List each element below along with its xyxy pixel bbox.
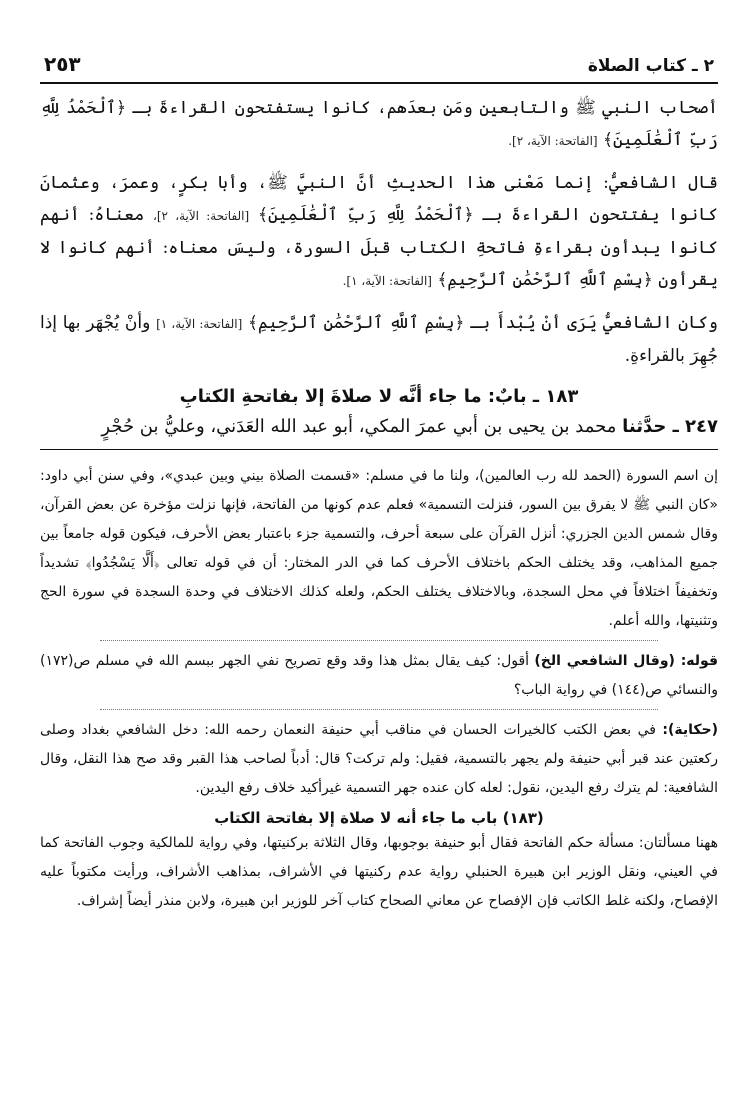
footnote-text: أقول: كيف يقال بمثل هذا وقد وقع تصريح نفي الجهر ببسم الله في مسلم ص(١٧٢) والنسائي ص(١٤٤) في رواية الباب؟ <box>40 653 718 698</box>
quran-citation: [الفاتحة: الآية، ٢]. <box>508 134 598 148</box>
hadith-chain <box>40 411 718 443</box>
running-title: ٢ ـ كتاب الصلاة <box>587 56 714 76</box>
chapter-title: ١٨٣ ـ بابٌ: ما جاء أنَّه لا صلاةَ إلا بفاتحةِ الكتابِ <box>179 386 579 407</box>
main-paragraph-3 <box>40 307 718 372</box>
footnote-text: في بعض الكتب كالخيرات الحسان في مناقب أبي حنيفة النعمان رحمه الله: دخل الشافعي بغداد وصلى ركعتين عند قبر أبي حنيفة ولم يجهر بالتسمية، فقيل: ولم تركت؟ قال: أدباً لصاحب هذا القبر وقد صح هذا النقل، وقال الشافعية: لم يترك رفع اليدين، نقول: لعله كان عنده جهر التسمية غيرأكيد خلاف رفع اليدين. <box>40 722 718 796</box>
main-paragraph-1 <box>40 92 718 157</box>
quran-citation: [الفاتحة: الآية، ٢]، <box>152 209 250 223</box>
paragraph-text: وكان الشافعيُّ يَرَى أنْ يُبْدأَ بـ ﴿بِسْمِ ٱللَّهِ ٱلرَّحْمَٰنِ ٱلرَّحِيمِ﴾ <box>248 313 719 333</box>
footnote-chapter-heading: (١٨٣) باب ما جاء أنه لا صلاة إلا بفاتحة الكتاب <box>214 809 544 827</box>
paragraph-text: معناهُ: أنهم كانوا يبدأون بقراءةِ فاتحةِ الكتاب قبلَ السورة، وليسَ معناه: أنهم كانوا لا يقرأون ﴿بِسْمِ ٱللَّهِ ٱلرَّحْمَٰنِ ٱلرَّحِيمِ﴾ <box>40 205 718 290</box>
quran-citation: [الفاتحة: الآية، ١] <box>156 317 243 331</box>
hadith-number: ٢٤٧ ـ حدَّثنا <box>622 416 718 437</box>
footnote-2 <box>40 647 718 705</box>
hadith-narrators: محمد بن يحيى بن أبي عمرَ المكي، أبو عبد الله العَدَني، وعليُّ بن حُجْرٍ <box>101 416 617 437</box>
footnote-1: إن اسم السورة (الحمد لله رب العالمين)، ولنا ما في مسلم: «قسمت الصلاة بيني وبين عبدي»، وفي سنن أبي داود: «كان النبي ﷺ لا يفرق بين السور، فنزلت التسمية» فعلم عدم كونها من الفاتحة، فإنها نزلت مؤخرة عن بعض القرآن، وقال شمس الدين الجزري: أنزل القرآن على سبعة أحرف، والتسمية جزء باعتبار بعض الأحرف، فيكون قوله جامعاً بين جميع المذاهب، وقد يختلف الحكم باختلاف الأحرف كما في الدر المختار: أن في قوله تعالى ﴿أَلَّا يَسْجُدُوا﴾ تشديداً وتخفيفاً اختلافاً في محل السجدة، وبالاختلاف يختلف الحكم، ولعله كذلك الاختلاف في وحدة السجدة في سورة الحج وتثنيتها، والله أعلم. <box>40 468 718 629</box>
footnote-separator <box>100 709 658 710</box>
book-page <box>40 52 718 920</box>
footnote-separator <box>100 640 658 641</box>
footnote-4: ههنا مسألتان: مسألة حكم الفاتحة فقال أبو حنيفة بوجوبها، وقال الثلاثة بركنيتها، وفي رواية للمالكية وجوب الفاتحة كما في العيني، ونقل الوزير ابن هبيرة الحنبلي رواية عدم ركنيتها في الأشراف، بمذاهب الأشراف، ورأيت مكتوباً عليه الإفصاح، ولكنه غلط الكاتب فإن الإفصاح عن معاني الصحاح كتاب آخر للوزير ابن هبيرة، ولابن منذر أيضاً إشراف. <box>40 835 718 909</box>
footnote-lead: (حكاية): <box>662 722 719 738</box>
paragraph-text: قال الشافعيُّ: إنما مَعْنى هذا الحديثِ أنَّ النبيَّ ﷺ، وأبا بكرٍ، وعمرَ، وعثمانَ كانوا يفتتحون القراءةَ بـ ﴿ٱلْحَمْدُ لِلَّهِ رَبِّ ٱلْعَٰلَمِينَ﴾ <box>40 173 718 225</box>
quran-citation: [الفاتحة: الآية، ١]. <box>342 274 432 288</box>
page-number: ٢٥٣ <box>44 52 81 76</box>
footnote-3 <box>40 716 718 803</box>
footnote-divider <box>40 449 718 450</box>
running-header <box>40 52 718 84</box>
footnote-lead: قوله: (وقال الشافعي الخ) <box>534 653 718 669</box>
paragraph-text: أصحاب النبي ﷺ والتابعين ومَن بعدَهم، كانوا يستفتحون القراءةَ بـ ﴿ٱلْحَمْدُ لِلَّهِ رَبِّ ٱلْعَٰلَمِينَ﴾ <box>40 98 718 150</box>
main-paragraph-2 <box>40 167 718 297</box>
paragraph-text: وأنْ يُجْهَر بها إذا جُهِرَ بالقراءةِ. <box>40 313 718 366</box>
